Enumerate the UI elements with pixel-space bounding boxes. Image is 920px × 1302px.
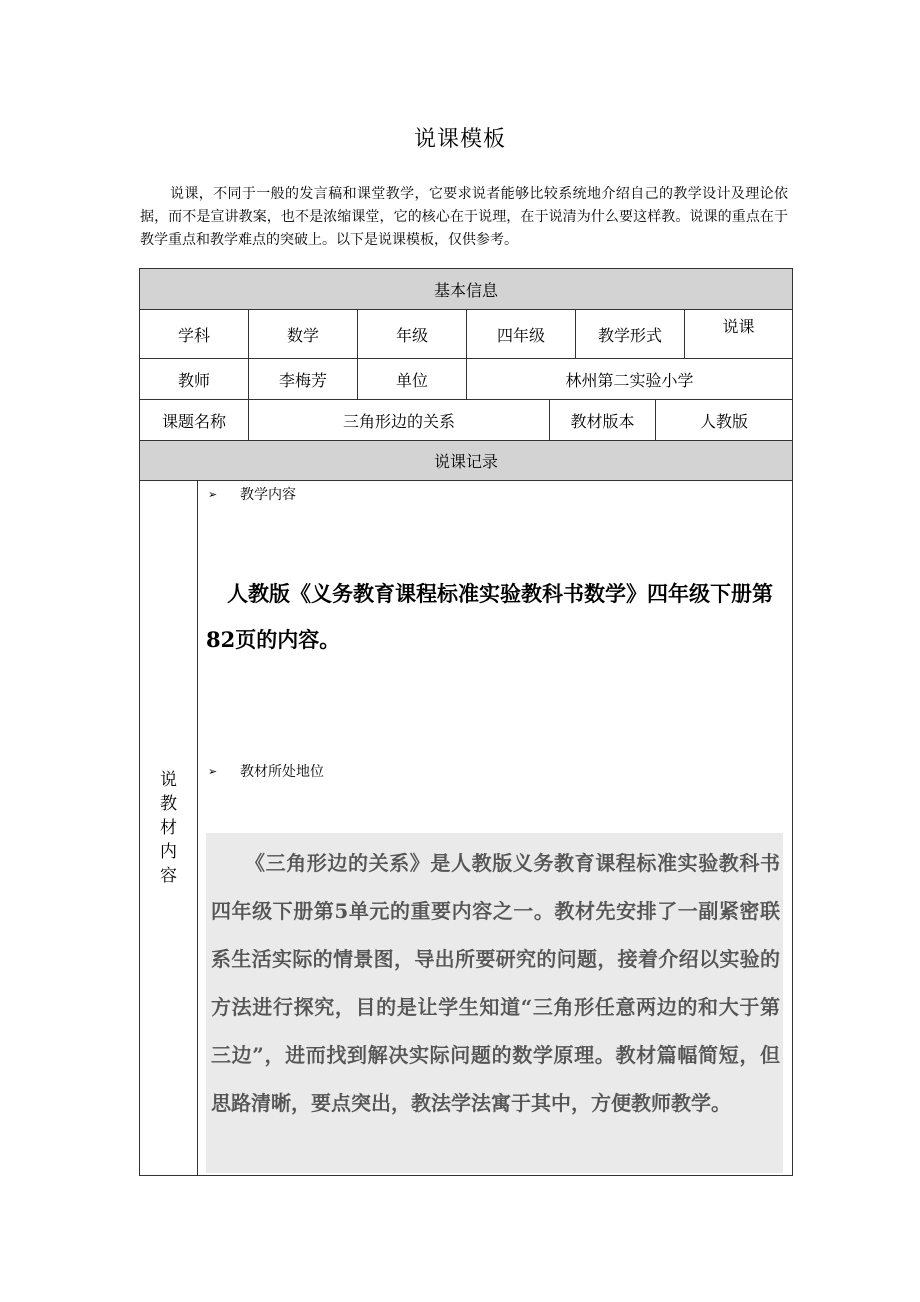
topic-label: 课题名称: [140, 400, 249, 440]
teacher-value: 李梅芳: [249, 359, 358, 399]
info-row-subject: [140, 310, 792, 359]
form-label: 教学形式: [576, 310, 685, 358]
record-content: [198, 481, 792, 1175]
teacher-label: 教师: [140, 359, 249, 399]
intro-paragraph: 说课，不同于一般的发言稿和课堂教学，它要求说者能够比较系统地介绍自己的教学设计及理论依据，而不是宣讲教案，也不是浓缩课堂，它的核心在于说理，在于说清为什么要这样教。说课的重点在于教学重点和教学难点的突破上。以下是说课模板，仅供参考。: [140, 186, 788, 248]
page-title: 说课模板: [413, 127, 506, 152]
lesson-table: [139, 268, 793, 1176]
basic-info-header-text: 基本信息: [433, 280, 498, 300]
info-row-teacher: [140, 359, 792, 400]
section1-body: 人教版《义务教育课程标准实验教科书数学》四年级下册第82页的内容。: [206, 581, 773, 652]
grade-value: 四年级: [467, 310, 576, 358]
subject-label: 学科: [140, 310, 249, 358]
section2-body: 《三角形边的关系》是人教版义务教育课程标准实验教科书四年级下册第5单元的重要内容之一。教材先安排了一副紧密联系生活实际的情景图，导出所要研究的问题，接着介绍以实验的方法进行探究，目的是让学生知道“三角形任意两边的和大于第三边”，进而找到解决实际问题的数学原理。教材篇幅简短，但思路清晰，要点突出，教法学法寓于其中，方便教师教学。: [206, 833, 783, 1173]
topic-value: 三角形边的关系: [249, 400, 550, 440]
bullet-arrow-icon: ➢: [208, 487, 218, 501]
unit-label: 单位: [358, 359, 467, 399]
section1-heading-text: 教学内容: [240, 487, 296, 503]
record-header: [140, 441, 792, 481]
grade-label: 年级: [358, 310, 467, 358]
edition-value: 人教版: [699, 411, 748, 431]
bullet-arrow-icon: ➢: [208, 764, 218, 778]
section2-heading-text: 教材所处地位: [240, 764, 324, 780]
subject-value: 数学: [249, 310, 358, 358]
section2-heading: [208, 761, 324, 781]
info-row-topic: [140, 400, 792, 441]
record-header-text: 说课记录: [433, 452, 498, 471]
section1-heading: [208, 484, 296, 504]
basic-info-header: [140, 269, 792, 310]
edition-label: 教材版本: [550, 400, 656, 440]
record-side-label: 说教材内容: [160, 770, 177, 886]
form-value: 说课: [722, 317, 755, 336]
record-side-cell: [140, 481, 198, 1175]
unit-value: 林州第二实验小学: [565, 370, 694, 390]
